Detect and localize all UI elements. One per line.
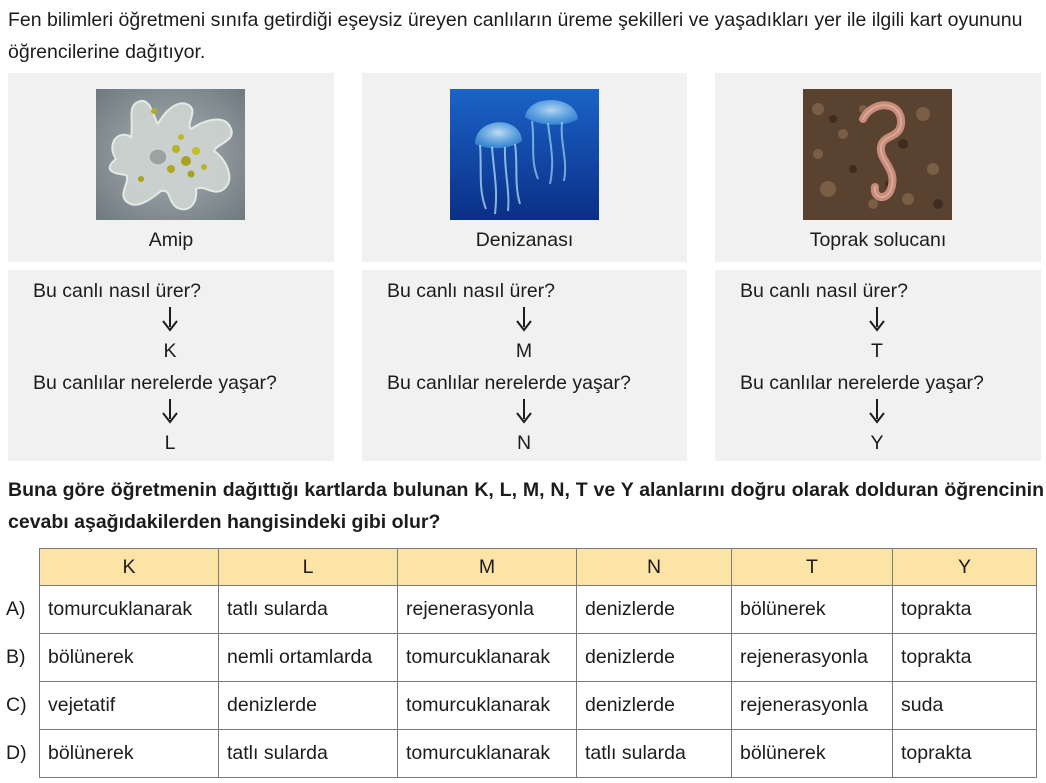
organism-name: Toprak solucanı [809, 229, 947, 251]
answer-letter: M [515, 340, 533, 362]
down-arrow-icon [512, 306, 536, 332]
answer-letter: K [163, 340, 177, 362]
table-cell: toprakta [893, 730, 1037, 778]
option-c-label[interactable]: C) [6, 694, 27, 716]
table-cell: tomurcuklanarak [40, 586, 219, 634]
table-cell: denizlerde [219, 682, 398, 730]
column-header: K [40, 549, 219, 586]
answer-letter: L [164, 432, 176, 454]
table-cell: tatlı sularda [577, 730, 732, 778]
option-d-label[interactable]: D) [6, 742, 27, 764]
table-cell: rejenerasyonla [398, 586, 577, 634]
intro-text: Fen bilimleri öğretmeni sınıfa getirdiği eşeysiz üreyen canlıların üreme şekilleri ve yaşadıkları yer ile ilgili kart oyununu öğrencilerine dağıtıyor. [8, 9, 1023, 63]
table-cell: nemli ortamlarda [219, 634, 398, 682]
question-text: Buna göre öğretmenin dağıttığı kartlarda bulunan K, L, M, N, T ve Y alanlarını doğru olarak dolduran öğrencinin cevabı aşağıdakilerden hangisindeki gibi olur? [8, 479, 1044, 533]
column-header: M [398, 549, 577, 586]
reproduction-question: Bu canlı nasıl ürer? [387, 280, 556, 302]
option-b-label[interactable]: B) [6, 646, 26, 668]
organism-name: Denizanası [475, 229, 574, 251]
habitat-question: Bu canlılar nerelerde yaşar? [740, 372, 984, 394]
table-cell: denizlerde [577, 682, 732, 730]
table-cell: tatlı sularda [219, 730, 398, 778]
table-cell: bölünerek [732, 730, 893, 778]
table-cell: tatlı sularda [219, 586, 398, 634]
reproduction-question: Bu canlı nasıl ürer? [33, 280, 202, 302]
table-header-row [40, 549, 1037, 586]
down-arrow-icon [512, 398, 536, 424]
option-row-d[interactable] [40, 730, 1037, 778]
reproduction-question: Bu canlı nasıl ürer? [740, 280, 909, 302]
jellyfish-photo [450, 89, 599, 220]
table-cell: vejetatif [40, 682, 219, 730]
down-arrow-icon [865, 306, 889, 332]
option-row-c[interactable] [40, 682, 1037, 730]
table-cell: denizlerde [577, 634, 732, 682]
table-cell: suda [893, 682, 1037, 730]
table-cell: toprakta [893, 586, 1037, 634]
down-arrow-icon [865, 398, 889, 424]
table-cell: bölünerek [40, 730, 219, 778]
table-cell: tomurcuklanarak [398, 634, 577, 682]
habitat-question: Bu canlılar nerelerde yaşar? [33, 372, 277, 394]
question-card-amoeba [8, 270, 334, 461]
organism-card-amoeba [8, 73, 334, 262]
organism-name: Amip [148, 229, 194, 251]
question-card-earthworm [715, 270, 1041, 461]
option-a-label[interactable]: A) [6, 598, 26, 620]
column-header: L [219, 549, 398, 586]
column-header: N [577, 549, 732, 586]
table-cell: rejenerasyonla [732, 682, 893, 730]
table-cell: bölünerek [40, 634, 219, 682]
organism-card-earthworm [715, 73, 1041, 262]
answer-table [39, 548, 1037, 778]
amoeba-photo [96, 89, 245, 220]
organism-card-jellyfish [362, 73, 687, 262]
habitat-question: Bu canlılar nerelerde yaşar? [387, 372, 631, 394]
table-cell: tomurcuklanarak [398, 682, 577, 730]
answer-letter: T [871, 340, 883, 362]
table-cell: rejenerasyonla [732, 634, 893, 682]
option-row-b[interactable] [40, 634, 1037, 682]
down-arrow-icon [158, 398, 182, 424]
table-cell: denizlerde [577, 586, 732, 634]
table-cell: tomurcuklanarak [398, 730, 577, 778]
table-cell: bölünerek [732, 586, 893, 634]
column-header: T [732, 549, 893, 586]
earthworm-photo [803, 89, 952, 220]
table-cell: toprakta [893, 634, 1037, 682]
column-header: Y [893, 549, 1037, 586]
down-arrow-icon [158, 306, 182, 332]
option-row-a[interactable] [40, 586, 1037, 634]
question-card-jellyfish [362, 270, 687, 461]
answer-letter: N [516, 432, 532, 454]
answer-letter: Y [870, 432, 884, 454]
